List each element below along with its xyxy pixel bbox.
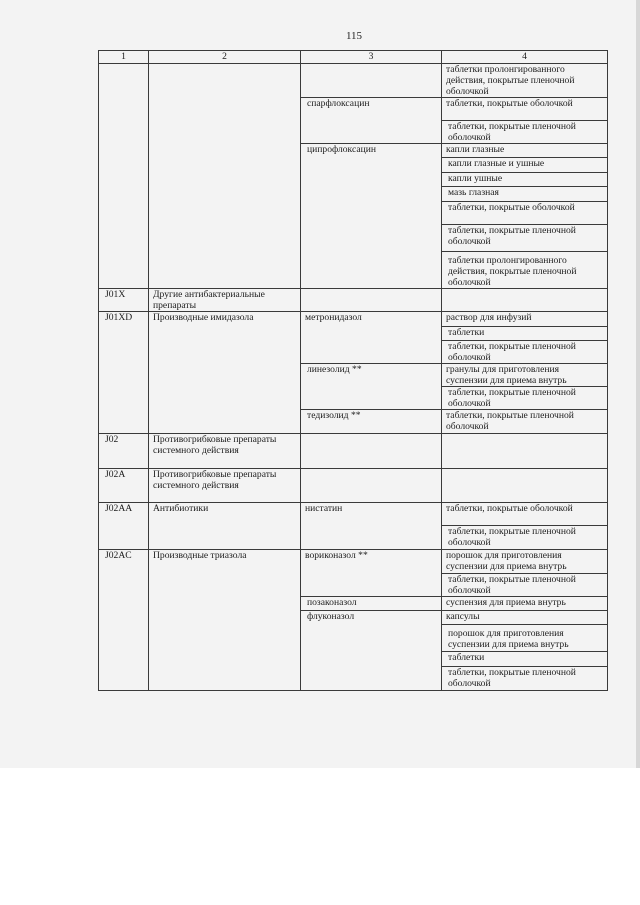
- drug-cell: вориконазол **: [301, 550, 442, 597]
- form-cell: гранулы для приготовления суспензии для приема внутрь: [442, 364, 608, 387]
- form-cell: раствор для инфузий: [442, 312, 608, 327]
- column-header: 2: [149, 51, 301, 64]
- code-cell: J02: [99, 434, 149, 469]
- form-cell: [442, 434, 608, 469]
- group-name-cell: [149, 64, 301, 289]
- group-name-cell: Противогрибковые препараты системного действия: [149, 434, 301, 469]
- form-cell: таблетки, покрытые пленочной оболочкой: [442, 667, 608, 691]
- form-cell: порошок для приготовления суспензии для приема внутрь: [442, 625, 608, 652]
- drug-cell: флуконазол: [301, 611, 442, 691]
- group-name-cell: Противогрибковые препараты системного действия: [149, 469, 301, 503]
- table-row: [99, 64, 608, 98]
- form-cell: таблетки пролонгированного действия, покрытые пленочной оболочкой: [442, 252, 608, 289]
- drug-cell: спарфлоксацин: [301, 98, 442, 144]
- table-row: [99, 503, 608, 526]
- header-row: [99, 51, 608, 64]
- form-cell: мазь глазная: [442, 187, 608, 202]
- form-cell: таблетки, покрытые оболочкой: [442, 202, 608, 225]
- drug-cell: [301, 434, 442, 469]
- form-cell: таблетки, покрытые оболочкой: [442, 98, 608, 121]
- drug-cell: [301, 469, 442, 503]
- code-cell: [99, 64, 149, 289]
- drug-cell: [301, 289, 442, 312]
- scan-edge: [636, 0, 640, 768]
- form-cell: таблетки, покрытые пленочной оболочкой: [442, 341, 608, 364]
- form-cell: [442, 469, 608, 503]
- group-name-cell: Другие антибактериальные препараты: [149, 289, 301, 312]
- drug-table: [98, 50, 608, 691]
- form-cell: таблетки пролонгированного действия, покрытые пленочной оболочкой: [442, 64, 608, 98]
- page-number: 115: [345, 30, 363, 42]
- table-row: [99, 434, 608, 469]
- drug-cell: позаконазол: [301, 597, 442, 611]
- form-cell: таблетки, покрытые пленочной оболочкой: [442, 410, 608, 434]
- form-cell: таблетки, покрытые пленочной оболочкой: [442, 387, 608, 410]
- column-header: 1: [99, 51, 149, 64]
- form-cell: суспензия для приема внутрь: [442, 597, 608, 611]
- table-row: [99, 312, 608, 327]
- drug-cell: [301, 64, 442, 98]
- code-cell: J02A: [99, 469, 149, 503]
- table-row: [99, 550, 608, 574]
- group-name-cell: Антибиотики: [149, 503, 301, 550]
- form-cell: таблетки, покрытые пленочной оболочкой: [442, 526, 608, 550]
- column-header: 4: [442, 51, 608, 64]
- form-cell: таблетки: [442, 652, 608, 667]
- table-row: [99, 289, 608, 312]
- drug-cell: линезолид **: [301, 364, 442, 410]
- form-cell: таблетки, покрытые пленочной оболочкой: [442, 574, 608, 597]
- drug-cell: ципрофлоксацин: [301, 144, 442, 289]
- table-row: [99, 469, 608, 503]
- code-cell: J01X: [99, 289, 149, 312]
- form-cell: капли ушные: [442, 173, 608, 187]
- form-cell: [442, 289, 608, 312]
- drug-cell: метронидазол: [301, 312, 442, 364]
- form-cell: порошок для приготовления суспензии для приема внутрь: [442, 550, 608, 574]
- form-cell: капсулы: [442, 611, 608, 625]
- column-header: 3: [301, 51, 442, 64]
- group-name-cell: Производные триазола: [149, 550, 301, 691]
- group-name-cell: Производные имидазола: [149, 312, 301, 434]
- form-cell: таблетки, покрытые пленочной оболочкой: [442, 225, 608, 252]
- code-cell: J01XD: [99, 312, 149, 434]
- form-cell: таблетки, покрытые оболочкой: [442, 503, 608, 526]
- code-cell: J02AA: [99, 503, 149, 550]
- code-cell: J02AC: [99, 550, 149, 691]
- form-cell: таблетки, покрытые пленочной оболочкой: [442, 121, 608, 144]
- form-cell: капли глазные: [442, 144, 608, 158]
- form-cell: капли глазные и ушные: [442, 158, 608, 173]
- drug-cell: нистатин: [301, 503, 442, 550]
- form-cell: таблетки: [442, 327, 608, 341]
- drug-cell: тедизолид **: [301, 410, 442, 434]
